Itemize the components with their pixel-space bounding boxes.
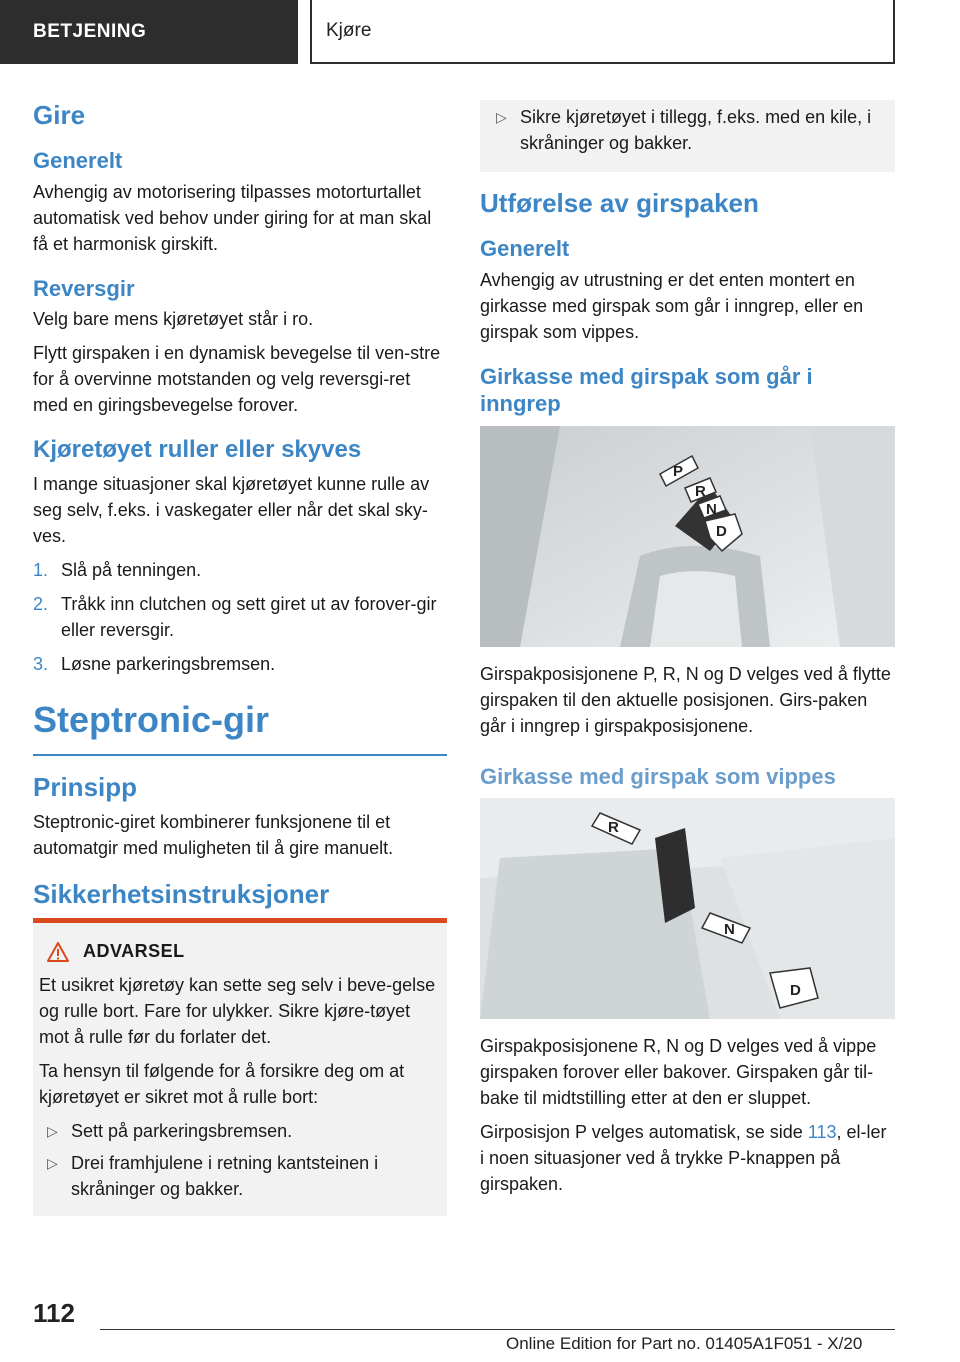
gear-label: R xyxy=(608,819,619,837)
footer-divider xyxy=(100,1329,895,1330)
steps-list xyxy=(33,557,447,677)
section-tab xyxy=(0,0,298,64)
gear-label: R xyxy=(695,482,706,500)
chapter-label: Kjøre xyxy=(326,20,372,41)
list-item xyxy=(33,591,447,643)
list-item xyxy=(488,104,887,156)
list-item xyxy=(33,557,447,583)
bullet-triangle-icon: ▷ xyxy=(47,1123,58,1140)
warning-triangle-icon xyxy=(47,942,69,962)
right-column xyxy=(480,100,895,1205)
vippes-text-1: Girspakposisjonene R, N og D velges ved å vippe girspaken forover eller bakover. Girspaken går til-bake til midtstilling etter at den er sluppet. xyxy=(480,1036,877,1109)
list-item xyxy=(39,1150,441,1202)
vippes-text-2-pre: Girposisjon P velges automatisk, se side xyxy=(480,1122,808,1143)
ruller-text: I mange situasjoner skal kjøretøyet kunne rulle av seg selv, f.eks. i vaskegater eller når det skal sky-ves. xyxy=(33,473,430,546)
continued-bullets xyxy=(488,104,887,156)
step-text: Tråkk inn clutchen og sett giret ut av forover-gir eller reversgir. xyxy=(61,593,437,640)
step-number: 1. xyxy=(33,559,49,580)
gear-label: D xyxy=(790,982,801,1000)
step-text: Løsne parkeringsbremsen. xyxy=(61,653,276,674)
left-column xyxy=(33,100,447,1216)
step-number: 2. xyxy=(33,593,49,614)
vippes-text-2 xyxy=(480,1119,895,1197)
heading-prinsipp: Prinsipp xyxy=(33,771,138,802)
warning-label: ADVARSEL xyxy=(83,941,185,962)
gear-lever-inngrep-image xyxy=(480,426,895,647)
warning-text-2: Ta hensyn til følgende for å forsikre deg om at kjøretøyet er sikret mot å rulle bort: xyxy=(39,1061,405,1108)
chapter-header xyxy=(310,0,895,64)
heading-sikkerhet: Sikkerhetsinstruksjoner xyxy=(33,878,330,909)
inngrep-text: Girspakposisjonene P, R, N og D velges ved å flytte girspaken til den aktuelle posisjonen. Girs-paken går i inngrep i girspakposisjonene. xyxy=(480,663,891,736)
reversgir-text-2: Flytt girspaken i en dynamisk bevegelse til ven-stre for å overvinne motstanden og velg reversgi-ret med en giringsbevegelse forover. xyxy=(33,343,441,416)
bullet-text: Sikre kjøretøyet i tillegg, f.eks. med en kile, i skråninger og bakker. xyxy=(520,107,872,153)
gear-lever-vippes-image xyxy=(480,798,895,1019)
reversgir-text-1: Velg bare mens kjøretøyet står i ro. xyxy=(33,309,314,330)
heading-vippes: Girkasse med girspak som vippes xyxy=(480,763,836,789)
step-text: Slå på tenningen. xyxy=(61,559,202,580)
page-link[interactable]: 113 xyxy=(807,1122,837,1143)
warning-box xyxy=(33,918,447,1216)
heading-utforelse: Utførelse av girspaken xyxy=(480,188,759,218)
footer-edition: Online Edition for Part no. 01405A1F051 - X/20 xyxy=(506,1334,863,1353)
warning-text-1: Et usikret kjøretøy kan sette seg selv i beve-gelse og rulle bort. Fare for ulykker. Sikre kjøre-tøyet mot å rulle før du forlater det. xyxy=(39,975,436,1048)
heading-gire: Gire xyxy=(33,100,86,130)
heading-generelt-right: Generelt xyxy=(480,236,570,262)
heading-generelt: Generelt xyxy=(33,148,123,174)
list-item xyxy=(33,651,447,677)
heading-ruller: Kjøretøyet ruller eller skyves xyxy=(33,436,362,464)
heading-inngrep: Girkasse med girspak som går i inngrep xyxy=(480,363,813,417)
gear-label: P xyxy=(673,462,684,480)
gear-label: N xyxy=(706,500,717,518)
warning-continued-box xyxy=(480,100,895,172)
gear-lever-inngrep-illustration xyxy=(480,426,895,647)
warning-title xyxy=(47,941,441,962)
list-item xyxy=(39,1118,441,1144)
bullet-text: Sett på parkeringsbremsen. xyxy=(71,1121,293,1142)
heading-steptronic: Steptronic-gir xyxy=(33,697,447,756)
generelt-right-text: Avhengig av utrustning er det enten montert en girkasse med girspak som går i inngrep, eller en girspak som vippes. xyxy=(480,269,864,342)
warning-bullets xyxy=(39,1118,441,1202)
gear-label: D xyxy=(716,522,727,540)
bullet-text: Drei framhjulene i retning kantsteinen i skråninger og bakker. xyxy=(71,1153,379,1200)
heading-reversgir: Reversgir xyxy=(33,275,135,301)
page-number: 112 xyxy=(33,1298,75,1328)
vippes-text-2-post: , el-ler i noen situasjoner ved å trykke P-knappen på girspaken. xyxy=(480,1122,887,1195)
generelt-text: Avhengig av motorisering tilpasses motorturtallet automatisk ved behov under giring for at man skal få et harmonisk girskift. xyxy=(33,181,432,254)
gear-label: N xyxy=(724,921,735,939)
prinsipp-text: Steptronic-giret kombinerer funksjonene til et automatgir med muligheten til å gire manuelt. xyxy=(33,811,394,858)
section-label: BETJENING xyxy=(33,21,147,42)
step-number: 3. xyxy=(33,653,49,674)
bullet-triangle-icon: ▷ xyxy=(496,109,507,125)
gear-lever-vippes-illustration xyxy=(480,798,895,1019)
bullet-triangle-icon: ▷ xyxy=(47,1155,58,1172)
